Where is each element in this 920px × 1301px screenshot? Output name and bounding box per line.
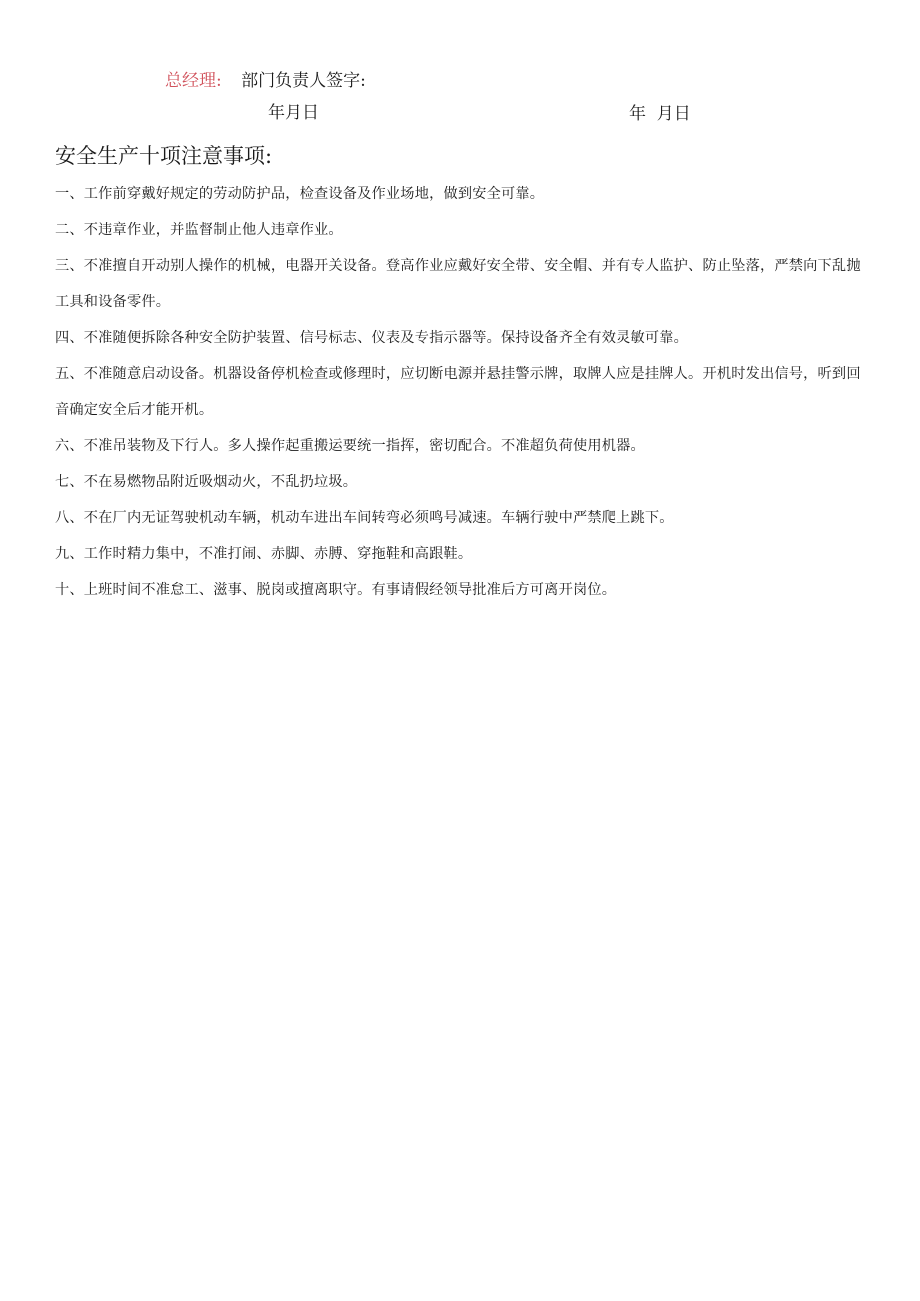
rule-item: 十、上班时间不准怠工、滋事、脱岗或擅离职守。有事请假经领导批准后方可离开岗位。 [55,582,617,598]
rule-item: 七、不在易燃物品附近吸烟动火，不乱扔垃圾。 [55,474,358,490]
rule-item: 二、不违章作业，并监督制止他人违章作业。 [55,222,343,238]
page-title: 安全生产十项注意事项: [55,144,273,168]
rule-item: 一、工作前穿戴好规定的劳动防护品，检查设备及作业场地，做到安全可靠。 [55,186,545,202]
rule-item: 三、不准擅自开动别人操作的机械，电器开关设备。登高作业应戴好安全带、安全帽、并有专人监护、防止坠落，严禁向下乱抛工具和设备零件。 [55,258,861,310]
rule-item: 八、不在厂内无证驾驶机动车辆，机动车进出车间转弯必须鸣号减速。车辆行驶中严禁爬上跳下。 [55,510,674,526]
general-manager-label: 总经理: [165,71,222,91]
rule-item: 九、工作时精力集中，不准打闹、赤脚、赤膊、穿拖鞋和高跟鞋。 [55,546,473,562]
rule-item: 四、不准随便拆除各种安全防护装置、信号标志、仪表及专指示器等。保持设备齐全有效灵敏可靠。 [55,330,689,346]
signature-row [165,66,366,91]
dept-head-signature-label: 部门负责人签字: [241,71,366,91]
rule-item: 五、不准随意启动设备。机器设备停机检查或修理时，应切断电源并悬挂警示牌，取牌人应是挂牌人。开机时发出信号，听到回音确定安全后才能开机。 [55,366,861,418]
date-right: 年 月日 [629,104,691,124]
date-left: 年月日 [268,103,319,123]
safety-rules-list [55,176,865,608]
rule-item: 六、不准吊装物及下行人。多人操作起重搬运要统一指挥，密切配合。不准超负荷使用机器。 [55,438,645,454]
